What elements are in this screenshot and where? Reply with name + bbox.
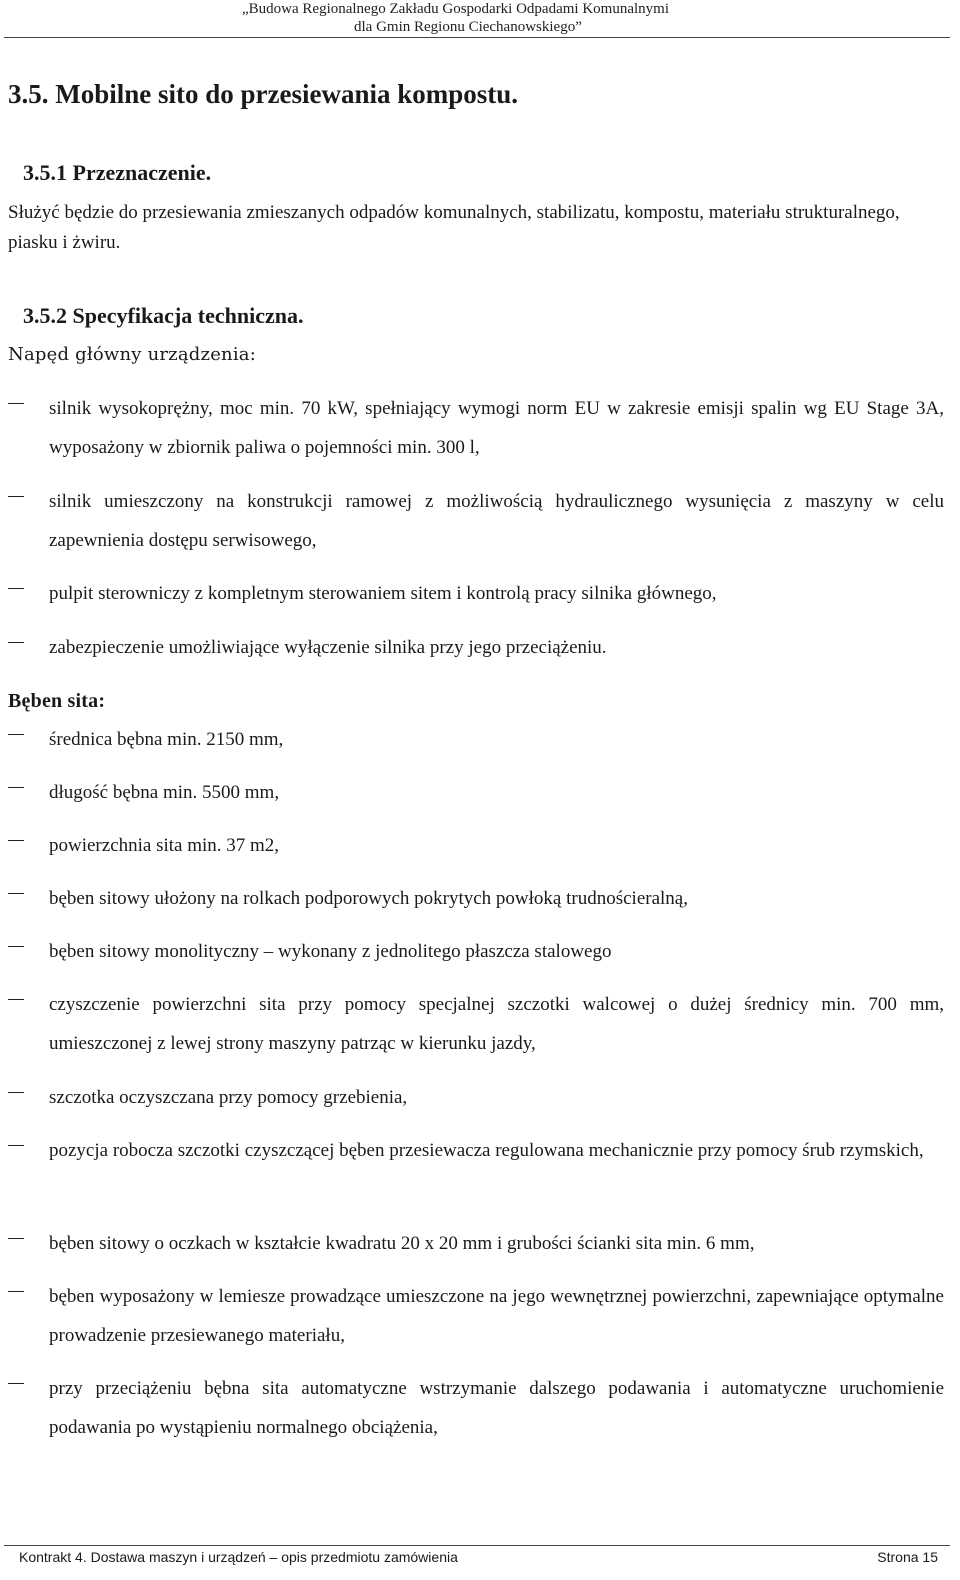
drum-item-text: bęben wyposażony w lemiesze prowadzące umieszczone na jego wewnętrznej powierzchni, zapewniające optymalne prowadzenie przesiewanego materiału, (49, 1286, 944, 1346)
drum-item (8, 720, 948, 759)
page-footer (0, 1540, 960, 1580)
dash-bullet (8, 999, 24, 1000)
drum-item (8, 1369, 948, 1447)
dash-bullet (8, 588, 24, 589)
footer-contract-label: Kontrakt 4. Dostawa maszyn i urządzeń – opis przedmiotu zamówienia (19, 1549, 458, 1565)
dash-bullet (8, 1238, 24, 1239)
drum-item-text: przy przeciążeniu bębna sita automatyczne wstrzymanie dalszego podawania i automatyczne uruchomienie podawania po wystąpieniu normalnego obciążenia, (49, 1378, 944, 1438)
drum-item-text: powierzchnia sita min. 37 m2, (49, 835, 280, 856)
drum-item (8, 773, 948, 812)
drum-item (8, 1078, 948, 1117)
dash-bullet (8, 1092, 24, 1093)
drum-item (8, 1277, 948, 1355)
drum-item-text: pozycja robocza szczotki czyszczącej bęben przesiewacza regulowana mechanicznie przy pomocy śrub rzymskich, (49, 1140, 924, 1161)
page-header (0, 0, 960, 40)
header-project-title: „Budowa Regionalnego Zakładu Gospodarki Odpadami Komunalnymi (242, 1, 669, 17)
drive-item-text: silnik wysokoprężny, moc min. 70 kW, spełniający wymogi norm EU w zakresie emisji spalin wg EU Stage 3A, wyposażony w zbiornik paliwa o pojemności min. 300 l, (49, 398, 944, 458)
header-divider (4, 37, 950, 38)
dash-bullet (8, 1291, 24, 1292)
drum-item-text: średnica bębna min. 2150 mm, (49, 729, 284, 750)
dash-bullet (8, 642, 24, 643)
dash-bullet (8, 787, 24, 788)
drum-item-text: długość bębna min. 5500 mm, (49, 782, 280, 803)
dash-bullet (8, 893, 24, 894)
purpose-heading: 3.5.1 Przeznaczenie. (23, 160, 212, 185)
drum-item-text: czyszczenie powierzchni sita przy pomocy specjalnej szczotki walcowej o dużej średnicy min. 700 mm, umieszczonej z lewej strony maszyny patrząc w kierunku jazdy, (49, 994, 944, 1054)
header-project-subtitle: dla Gmin Regionu Ciechanowskiego” (354, 19, 582, 35)
drive-item-text: pulpit sterowniczy z kompletnym sterowaniem sitem i kontrolą pracy silnika głównego, (49, 583, 717, 604)
drive-item (8, 628, 948, 667)
drum-label: Bęben sita: (8, 690, 106, 712)
footer-divider (4, 1545, 950, 1546)
section-title: 3.5. Mobilne sito do przesiewania kompostu. (8, 79, 519, 109)
drum-item (8, 932, 948, 971)
drum-item (8, 985, 948, 1063)
drum-item (8, 879, 948, 918)
drum-item (8, 1224, 948, 1263)
drum-item-text: bęben sitowy ułożony na rolkach podporowych pokrytych powłoką trudnościeralną, (49, 888, 688, 909)
dash-bullet (8, 840, 24, 841)
purpose-text: Służyć będzie do przesiewania zmieszanych odpadów komunalnych, stabilizatu, kompostu, materiału strukturalnego, piasku i żwiru. (8, 202, 900, 253)
drive-item (8, 574, 948, 613)
spec-heading: 3.5.2 Specyfikacja techniczna. (23, 303, 304, 328)
drum-item (8, 1131, 948, 1170)
dash-bullet (8, 496, 24, 497)
dash-bullet (8, 1145, 24, 1146)
dash-bullet (8, 946, 24, 947)
drum-item-text: bęben sitowy o oczkach w kształcie kwadratu 20 x 20 mm i grubości ścianki sita min. 6 mm, (49, 1233, 755, 1254)
drive-item-text: zabezpieczenie umożliwiające wyłączenie silnika przy jego przeciążeniu. (49, 637, 607, 658)
drive-item (8, 482, 948, 560)
dash-bullet (8, 734, 24, 735)
drum-item (8, 826, 948, 865)
drive-label: Napęd główny urządzenia: (8, 344, 257, 365)
drive-item (8, 389, 948, 467)
drum-item-text: bęben sitowy monolityczny – wykonany z jednolitego płaszcza stalowego (49, 941, 612, 962)
drive-item-text: silnik umieszczony na konstrukcji ramowej z możliwością hydraulicznego wysunięcia z maszyny w celu zapewnienia dostępu serwisowego, (49, 491, 944, 551)
dash-bullet (8, 1383, 24, 1384)
dash-bullet (8, 403, 24, 404)
page-number: Strona 15 (877, 1549, 938, 1565)
drum-item-text: szczotka oczyszczana przy pomocy grzebienia, (49, 1087, 408, 1108)
